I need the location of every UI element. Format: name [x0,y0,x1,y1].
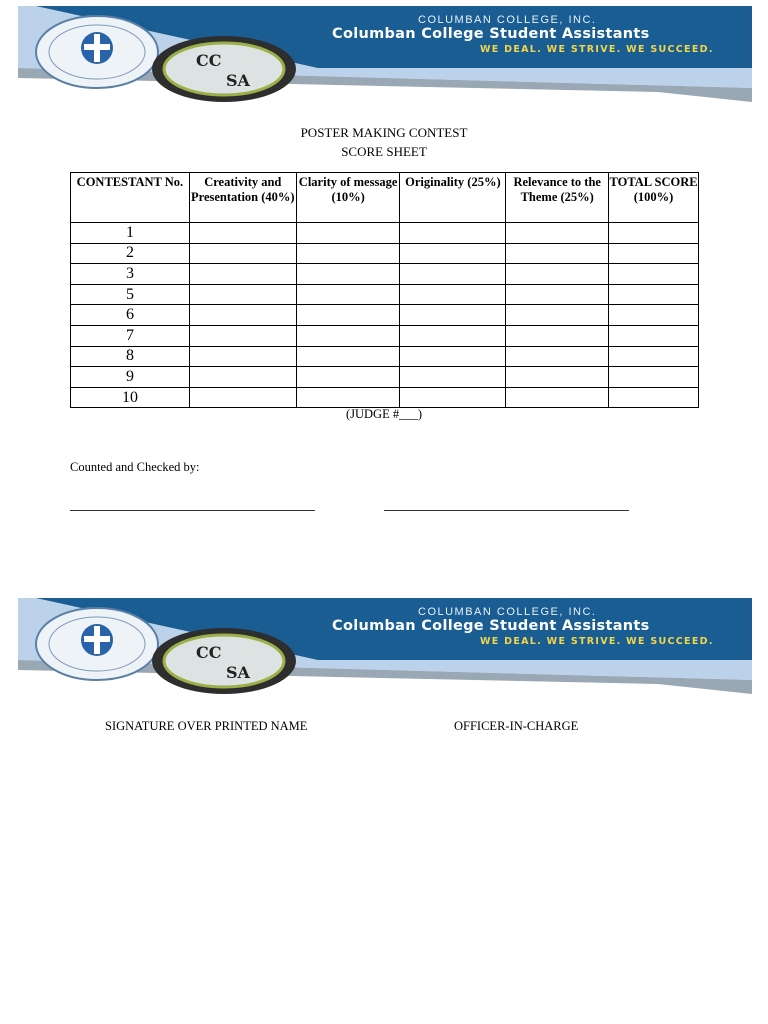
score-cell[interactable] [400,264,506,285]
score-cell[interactable] [296,367,400,388]
contestant-number: 6 [71,305,190,326]
table-header-row [71,173,699,223]
score-cell[interactable] [189,223,296,244]
college-seal-icon [34,606,160,682]
signature-line-left[interactable] [70,510,315,511]
table-row [71,223,699,244]
score-cell[interactable] [189,367,296,388]
institution-name: COLUMBAN COLLEGE, INC. [418,606,597,618]
svg-text:SA: SA [226,663,250,682]
contest-title: POSTER MAKING CONTEST [300,125,468,140]
score-cell[interactable] [296,223,400,244]
score-cell[interactable] [296,387,400,408]
counted-checked-label: Counted and Checked by: [70,460,200,474]
contestant-number: 7 [71,325,190,346]
contestant-number: 8 [71,346,190,367]
column-header-creativity: Creativity and Presentation (40%) [189,173,296,223]
score-cell[interactable] [296,284,400,305]
contestant-number: 9 [71,367,190,388]
score-cell[interactable] [506,223,609,244]
score-cell[interactable] [609,346,699,367]
ccsa-seal-icon [150,626,298,696]
score-cell[interactable] [189,243,296,264]
table-row [71,305,699,326]
score-cell[interactable] [400,367,506,388]
institution-name: COLUMBAN COLLEGE, INC. [418,14,597,26]
organization-name: Columban College Student Assistants [332,618,650,634]
svg-text:SA: SA [226,71,250,90]
signature-line-right[interactable] [384,510,629,511]
table-row [71,387,699,408]
score-cell[interactable] [296,264,400,285]
column-header-originality: Originality (25%) [400,173,506,223]
score-cell[interactable] [189,387,296,408]
organization-name: Columban College Student Assistants [332,26,650,42]
table-row [71,264,699,285]
contestant-number: 3 [71,264,190,285]
score-cell[interactable] [609,243,699,264]
score-cell[interactable] [506,346,609,367]
score-cell[interactable] [609,284,699,305]
svg-text:CC: CC [196,51,222,70]
table-row [71,284,699,305]
score-cell[interactable] [189,325,296,346]
sheet-title: SCORE SHEET [341,144,427,159]
score-cell[interactable] [296,346,400,367]
score-cell[interactable] [400,243,506,264]
score-cell[interactable] [400,223,506,244]
score-cell[interactable] [400,305,506,326]
score-cell[interactable] [506,284,609,305]
score-cell[interactable] [609,325,699,346]
column-header-relevance: Relevance to the Theme (25%) [506,173,609,223]
score-cell[interactable] [296,305,400,326]
score-cell[interactable] [400,325,506,346]
score-cell[interactable] [189,346,296,367]
score-table [70,172,699,408]
contestant-number: 5 [71,284,190,305]
table-row [71,325,699,346]
motto: WE DEAL. WE STRIVE. WE SUCCEED. [480,636,714,647]
score-cell[interactable] [400,346,506,367]
score-cell[interactable] [609,305,699,326]
column-header-clarity: Clarity of message (10%) [296,173,400,223]
score-cell[interactable] [400,387,506,408]
contestant-number: 2 [71,243,190,264]
score-cell[interactable] [506,264,609,285]
contestant-number: 10 [71,387,190,408]
svg-text:CC: CC [196,643,222,662]
column-header-contestant: CONTESTANT No. [71,173,190,223]
score-cell[interactable] [506,305,609,326]
signature-label: SIGNATURE OVER PRINTED NAME [105,719,308,733]
officer-label: OFFICER-IN-CHARGE [454,719,579,733]
score-cell[interactable] [506,367,609,388]
score-cell[interactable] [189,305,296,326]
score-cell[interactable] [400,284,506,305]
motto: WE DEAL. WE STRIVE. WE SUCCEED. [480,44,714,55]
score-cell[interactable] [609,387,699,408]
score-cell[interactable] [609,264,699,285]
table-row [71,243,699,264]
score-cell[interactable] [296,325,400,346]
score-cell[interactable] [609,223,699,244]
contestant-number: 1 [71,223,190,244]
score-cell[interactable] [506,325,609,346]
table-row [71,367,699,388]
table-row [71,346,699,367]
score-cell[interactable] [506,243,609,264]
ccsa-seal-icon [150,34,298,104]
score-cell[interactable] [296,243,400,264]
column-header-total: TOTAL SCORE (100%) [609,173,699,223]
judge-label: (JUDGE #___) [345,407,423,421]
score-cell[interactable] [506,387,609,408]
score-cell[interactable] [189,284,296,305]
score-cell[interactable] [609,367,699,388]
college-seal-icon [34,14,160,90]
score-cell[interactable] [189,264,296,285]
